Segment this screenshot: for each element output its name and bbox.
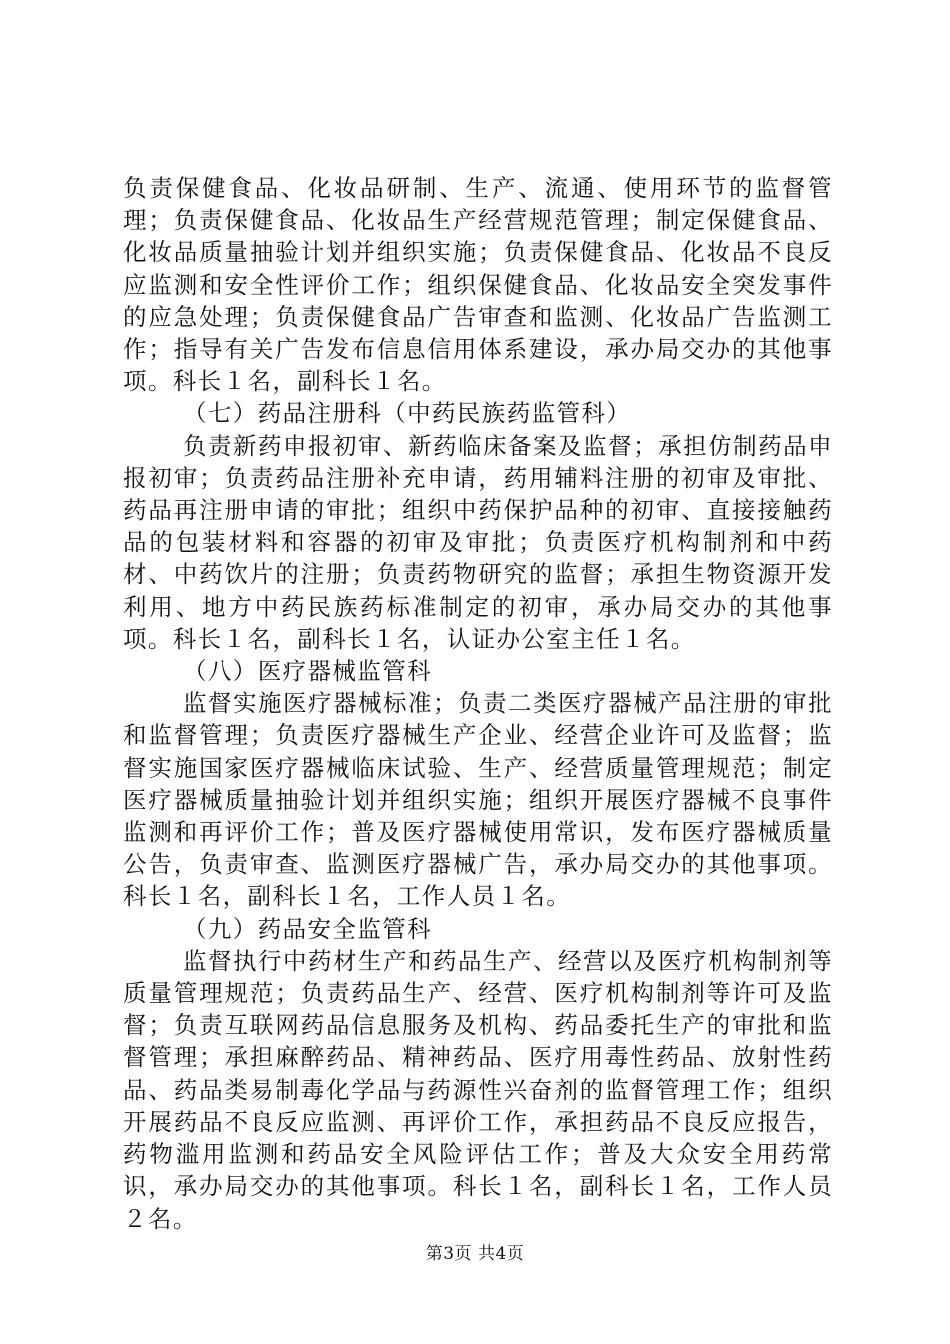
section-heading-9: （九）药品安全监管科 bbox=[183, 914, 432, 943]
section-heading-8: （八）医疗器械监管科 bbox=[183, 657, 432, 686]
paragraph-medical-devices: 监督实施医疗器械标准；负责二类医疗器械产品注册的审批和监督管理；负责医疗器械生产企业、经营企业许可及监督；监督实施国家医疗器械临床试验、生产、经营质量管理规范；制定医疗器械质量抽验计划并组织实施；组织开展医疗器械不良事件监测和再评价工作；普及医疗器械使用常识，发布医疗器械质量公告，负责审查、监测医疗器械广告，承办局交办的其他事项。科长１名，副科长１名，工作人员１名。 bbox=[123, 689, 833, 911]
paragraph-health-food-cosmetics: 负责保健食品、化妆品研制、生产、流通、使用环节的监督管理；负责保健食品、化妆品生产经营规范管理；制定保健食品、化妆品质量抽验计划并组织实施；负责保健食品、化妆品不良反应监测和安全性评价工作；组织保健食品、化妆品安全突发事件的应急处理；负责保健食品广告审查和监测、化妆品广告监测工作；指导有关广告发布信息信用体系建设，承办局交办的其他事项。科长１名，副科长１名。 bbox=[123, 174, 833, 396]
paragraph-drug-safety: 监督执行中药材生产和药品生产、经营以及医疗机构制剂等质量管理规范；负责药品生产、经营、医疗机构制剂等许可及监督；负责互联网药品信息服务及机构、药品委托生产的审批和监督管理；承担麻醉药品、精神药品、医疗用毒性药品、放射性药品、药品类易制毒化学品与药源性兴奋剂的监督管理工作；组织开展药品不良反应监测、再评价工作，承担药品不良反应报告，药物滥用监测和药品安全风险评估工作；普及大众安全用药常识，承办局交办的其他事项。科长１名，副科长１名，工作人员２名。 bbox=[123, 946, 833, 1233]
page-number-footer: 第3页 共4页 bbox=[425, 1244, 525, 1264]
document-body bbox=[123, 172, 833, 1235]
section-heading-7: （七）药品注册科（中药民族药监管科） bbox=[183, 399, 632, 428]
paragraph-drug-registration: 负责新药申报初审、新药临床备案及监督；承担仿制药品申报初审；负责药品注册补充申请，药用辅料注册的初审及审批、药品再注册申请的审批；组织中药保护品种的初审、直接接触药品的包装材料和容器的初审及审批；负责医疗机构制剂和中药材、中药饮片的注册；负责药物研究的监督；承担生物资源开发利用、地方中药民族药标准制定的初审，承办局交办的其他事项。科长１名，副科长１名，认证办公室主任１名。 bbox=[123, 431, 833, 653]
